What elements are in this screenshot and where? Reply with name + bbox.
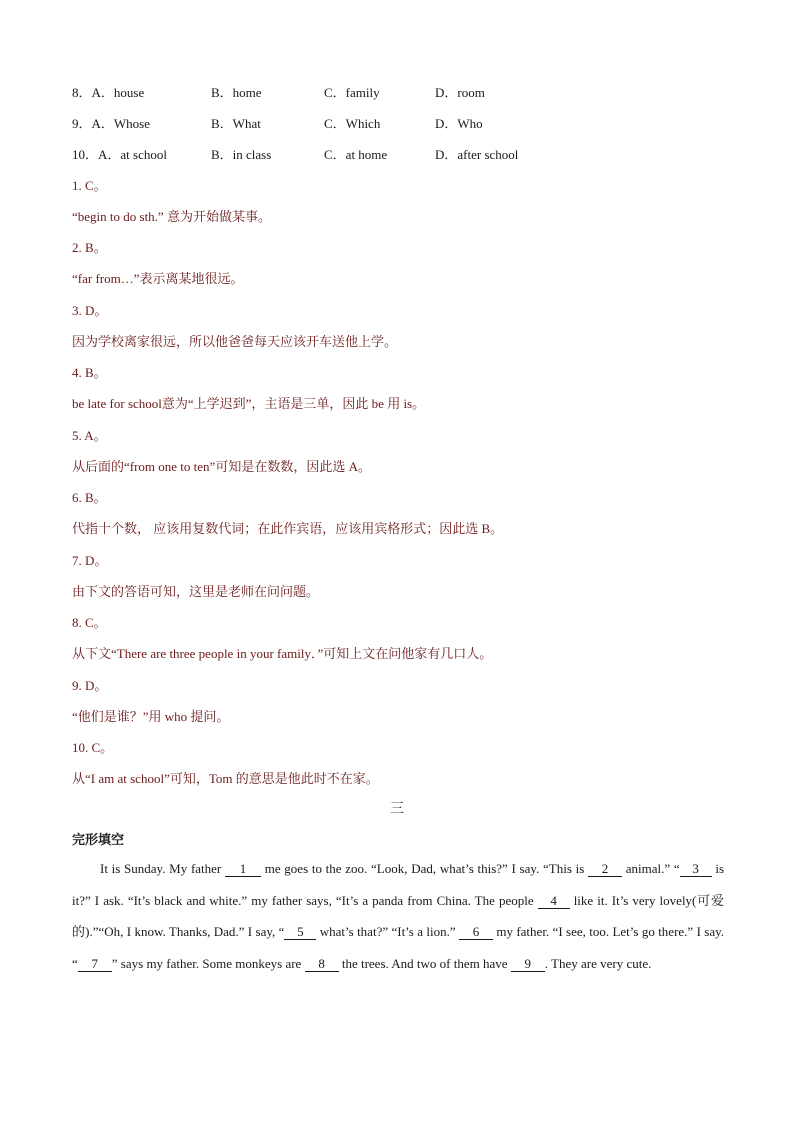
answer-explanation-4: be late for school意为“上学迟到”，主语是三单，因此 be 用 is。 [72,396,426,411]
answer-key-1: 1. C。 [72,178,107,193]
answer-key-6: 6. B。 [72,490,107,505]
option-c: C．Which [324,116,381,131]
cloze-passage [72,853,724,979]
answer-key-8: 8. C。 [72,615,107,630]
answer-explanation-7: 由下文的答语可知，这里是老师在问问题。 [72,584,320,599]
passage-text: what’s that?” “It’s a lion.” [316,924,459,939]
passage-text: the trees. And two of them have [338,955,511,971]
option-b: B．home [211,85,262,100]
option-b: B．What [211,116,261,131]
answer-explanation-6: 代指十个数， 应该用复数代词；在此作宾语，应该用宾格形式；因此选 B。 [72,521,504,536]
option-a: 8．A．house [72,85,145,100]
option-d: D．after school [435,147,519,162]
option-c: C．at home [324,147,388,162]
blank-4[interactable]: 4 [538,894,570,909]
answer-explanation-2: “far from…”表示离某地很远。 [72,271,244,286]
option-b: B．in class [211,147,272,162]
answer-key-9: 9. D。 [72,678,108,693]
blank-3[interactable]: 3 [680,862,712,877]
passage-text: me goes to the zoo. “Look, Dad, what’s this?” I say. “This is [260,861,589,876]
answer-key-4: 4. B。 [72,365,107,380]
answer-key-5: 5. A。 [72,428,107,443]
option-d: D．room [435,85,485,100]
passage-text: animal.” “ [622,861,680,876]
answer-explanation-5: 从后面的“from one to ten”可知是在数数，因此选 A。 [72,459,371,474]
option-a: 10．A．at school [72,147,167,162]
section-number: 三 [390,802,404,817]
answer-key-3: 3. D。 [72,303,108,318]
option-a: 9．A．Whose [72,116,150,131]
passage-text: . They are very cute. [544,955,652,971]
blank-6[interactable]: 6 [459,925,493,940]
passage-text: It is Sunday. My father [100,861,225,876]
passage-text: is it?” I ask. “It’s black and white.” my father says, “It’s a panda from China. The people [72,861,725,908]
answer-explanation-3: 因为学校离家很远，所以他爸爸每天应该开车送他上学。 [72,334,398,349]
answer-explanation-1: “begin to do sth.” 意为开始做某事。 [72,209,271,224]
blank-8[interactable]: 8 [305,957,339,972]
blank-2[interactable]: 2 [588,862,622,877]
answer-key-10: 10. C。 [72,740,114,755]
answer-explanation-9: “他们是谁？”用 who 提问。 [72,709,230,724]
blank-7[interactable]: 7 [78,957,112,972]
section-title: 完形填空 [72,833,125,848]
answer-explanation-10: 从“I am at school”可知，Tom 的意思是他此时不在家。 [72,771,379,786]
option-d: D．Who [435,116,483,131]
answer-key-2: 2. B。 [72,240,107,255]
blank-5[interactable]: 5 [284,925,316,940]
passage-text: like it. It’s very lovely(可爱的).”“Oh, I know. Thanks, Dad.” I say, “ [72,892,724,939]
answer-key-7: 7. D。 [72,553,108,568]
blank-1[interactable]: 1 [225,862,261,877]
option-c: C．family [324,85,380,100]
blank-9[interactable]: 9 [511,957,545,972]
answer-explanation-8: 从下文“There are three people in your family．”可知上文在问他家有几口人。 [72,646,493,661]
passage-text: ” says my father. Some monkeys are [111,955,305,971]
passage-text: my father. “I see, too. Let’s go there.” I say. “ [72,924,724,971]
